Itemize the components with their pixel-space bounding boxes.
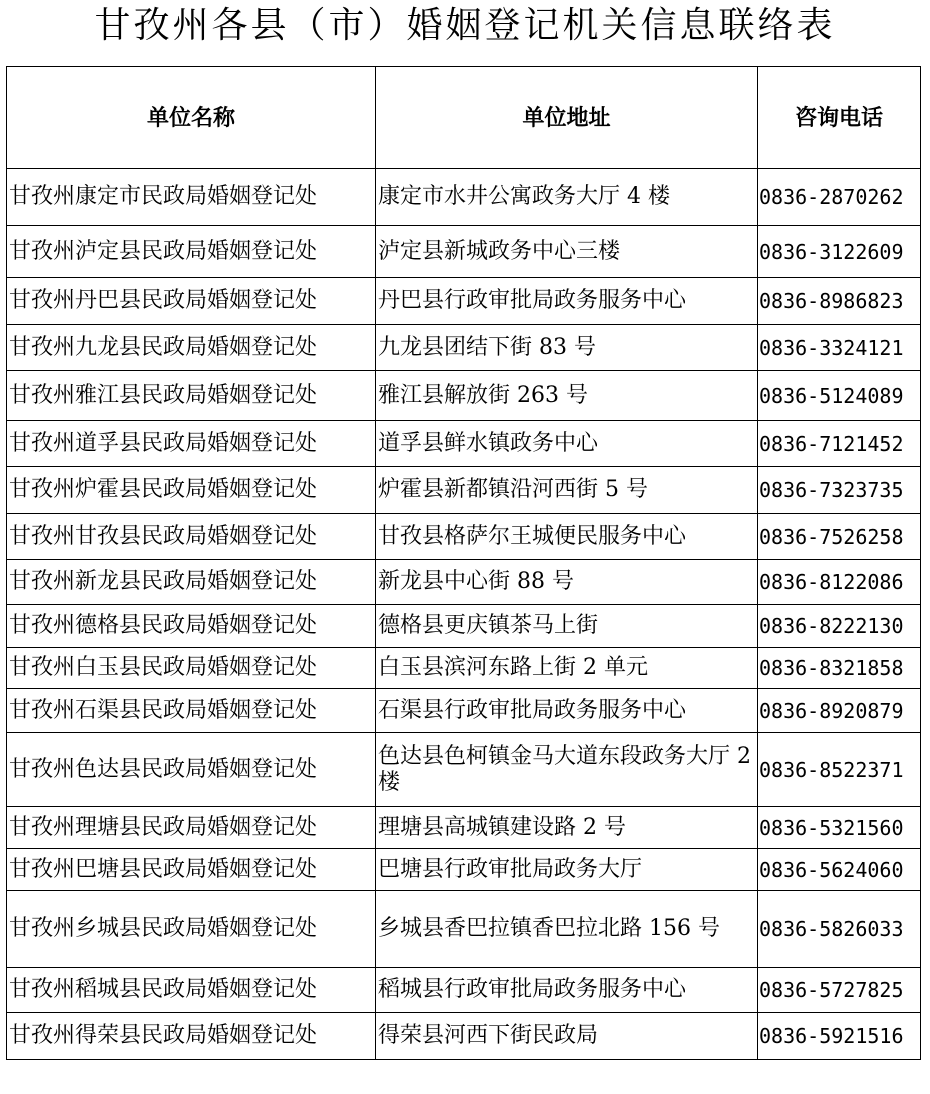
table-row <box>7 169 921 226</box>
cell-unit-name: 甘孜州炉霍县民政局婚姻登记处 <box>7 467 376 514</box>
cell-phone: 0836-3324121 <box>758 325 921 371</box>
header-phone: 咨询电话 <box>758 67 921 169</box>
table-row <box>7 648 921 689</box>
cell-unit-address: 丹巴县行政审批局政务服务中心 <box>376 278 758 325</box>
cell-unit-address: 康定市水井公寓政务大厅 4 楼 <box>376 169 758 226</box>
table-row <box>7 807 921 849</box>
cell-phone: 0836-2870262 <box>758 169 921 226</box>
cell-phone: 0836-5921516 <box>758 1013 921 1060</box>
cell-phone: 0836-8222130 <box>758 605 921 648</box>
cell-phone: 0836-7526258 <box>758 514 921 560</box>
cell-phone: 0836-5124089 <box>758 371 921 421</box>
cell-phone: 0836-3122609 <box>758 226 921 278</box>
cell-unit-name: 甘孜州色达县民政局婚姻登记处 <box>7 733 376 807</box>
cell-phone: 0836-7323735 <box>758 467 921 514</box>
table-row <box>7 689 921 733</box>
table-row <box>7 733 921 807</box>
cell-unit-address: 得荣县河西下街民政局 <box>376 1013 758 1060</box>
cell-unit-name: 甘孜州新龙县民政局婚姻登记处 <box>7 560 376 605</box>
table-row <box>7 278 921 325</box>
page-title: 甘孜州各县（市）婚姻登记机关信息联络表 <box>94 5 836 46</box>
cell-phone: 0836-8986823 <box>758 278 921 325</box>
cell-phone: 0836-5321560 <box>758 807 921 849</box>
table-row <box>7 421 921 467</box>
cell-phone: 0836-7121452 <box>758 421 921 467</box>
cell-unit-name: 甘孜州石渠县民政局婚姻登记处 <box>7 689 376 733</box>
cell-unit-name: 甘孜州德格县民政局婚姻登记处 <box>7 605 376 648</box>
cell-unit-name: 甘孜州巴塘县民政局婚姻登记处 <box>7 849 376 891</box>
cell-unit-address: 理塘县高城镇建设路 2 号 <box>376 807 758 849</box>
cell-unit-name: 甘孜州康定市民政局婚姻登记处 <box>7 169 376 226</box>
cell-unit-address: 稻城县行政审批局政务服务中心 <box>376 968 758 1013</box>
table-row <box>7 467 921 514</box>
cell-unit-address: 乡城县香巴拉镇香巴拉北路 156 号 <box>376 891 758 968</box>
table-row <box>7 514 921 560</box>
table-row <box>7 891 921 968</box>
table-row <box>7 371 921 421</box>
cell-unit-address: 九龙县团结下街 83 号 <box>376 325 758 371</box>
contact-table <box>6 66 921 1060</box>
cell-phone: 0836-5727825 <box>758 968 921 1013</box>
cell-unit-name: 甘孜州雅江县民政局婚姻登记处 <box>7 371 376 421</box>
cell-unit-address: 新龙县中心街 88 号 <box>376 560 758 605</box>
cell-unit-name: 甘孜州丹巴县民政局婚姻登记处 <box>7 278 376 325</box>
header-unit-address: 单位地址 <box>376 67 758 169</box>
cell-unit-name: 甘孜州白玉县民政局婚姻登记处 <box>7 648 376 689</box>
cell-phone: 0836-8522371 <box>758 733 921 807</box>
cell-unit-address: 道孚县鲜水镇政务中心 <box>376 421 758 467</box>
cell-unit-name: 甘孜州理塘县民政局婚姻登记处 <box>7 807 376 849</box>
cell-phone: 0836-8920879 <box>758 689 921 733</box>
cell-unit-name: 甘孜州稻城县民政局婚姻登记处 <box>7 968 376 1013</box>
cell-phone: 0836-8321858 <box>758 648 921 689</box>
header-unit-name: 单位名称 <box>7 67 376 169</box>
table-row <box>7 1013 921 1060</box>
cell-unit-address: 炉霍县新都镇沿河西街 5 号 <box>376 467 758 514</box>
cell-unit-name: 甘孜州道孚县民政局婚姻登记处 <box>7 421 376 467</box>
cell-unit-name: 甘孜州甘孜县民政局婚姻登记处 <box>7 514 376 560</box>
cell-phone: 0836-5624060 <box>758 849 921 891</box>
cell-unit-address: 德格县更庆镇茶马上街 <box>376 605 758 648</box>
table-row <box>7 605 921 648</box>
cell-unit-name: 甘孜州九龙县民政局婚姻登记处 <box>7 325 376 371</box>
cell-phone: 0836-8122086 <box>758 560 921 605</box>
cell-unit-address: 泸定县新城政务中心三楼 <box>376 226 758 278</box>
table-row <box>7 226 921 278</box>
cell-unit-name: 甘孜州乡城县民政局婚姻登记处 <box>7 891 376 968</box>
table-body <box>7 169 921 1060</box>
cell-unit-address: 石渠县行政审批局政务服务中心 <box>376 689 758 733</box>
cell-unit-name: 甘孜州泸定县民政局婚姻登记处 <box>7 226 376 278</box>
cell-unit-address: 雅江县解放街 263 号 <box>376 371 758 421</box>
table-row <box>7 325 921 371</box>
cell-unit-address: 巴塘县行政审批局政务大厅 <box>376 849 758 891</box>
cell-phone: 0836-5826033 <box>758 891 921 968</box>
cell-unit-address: 色达县色柯镇金马大道东段政务大厅 2 楼 <box>376 733 758 807</box>
table-header-row <box>7 67 921 169</box>
cell-unit-name: 甘孜州得荣县民政局婚姻登记处 <box>7 1013 376 1060</box>
cell-unit-address: 白玉县滨河东路上街 2 单元 <box>376 648 758 689</box>
table-row <box>7 560 921 605</box>
cell-unit-address: 甘孜县格萨尔王城便民服务中心 <box>376 514 758 560</box>
table-row <box>7 849 921 891</box>
table-row <box>7 968 921 1013</box>
